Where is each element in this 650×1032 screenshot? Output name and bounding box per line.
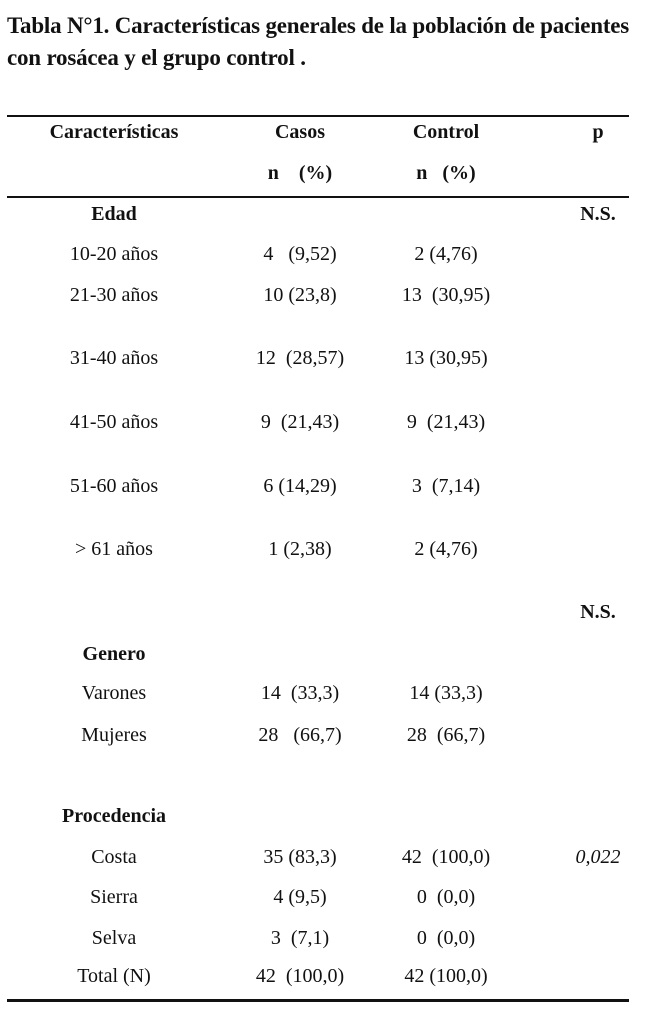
row-control: 2 (4,76): [414, 243, 478, 265]
row-cases: 1 (2,38): [268, 538, 332, 560]
row-label: Selva: [91, 927, 137, 949]
row-label-total: Total (N): [77, 965, 151, 987]
row-control: 14 (33,3): [409, 682, 483, 704]
header-characteristics: Características: [49, 121, 179, 143]
row-cases: 28 (66,7): [258, 724, 342, 746]
row-label: 51-60 años: [69, 475, 159, 497]
row-cases: 4 (9,5): [273, 886, 327, 908]
row-label: 21-30 años: [69, 284, 159, 306]
row-control: 42 (100,0): [401, 846, 491, 868]
row-control: 3 (7,14): [411, 475, 481, 497]
procedencia-p-value: 0,022: [575, 846, 621, 868]
row-label: Sierra: [90, 886, 138, 908]
section-procedencia: Procedencia: [61, 805, 167, 827]
header-cases-sub: n (%): [267, 162, 333, 184]
row-control: 13 (30,95): [404, 347, 488, 369]
row-cases: 9 (21,43): [260, 411, 340, 433]
row-label: 10-20 años: [69, 243, 159, 265]
header-control-sub: n (%): [416, 162, 476, 184]
row-label: 41-50 años: [69, 411, 159, 433]
section-genero: Genero: [82, 643, 146, 665]
header-p: p: [592, 121, 604, 143]
row-cases: 6 (14,29): [263, 475, 337, 497]
row-control: 9 (21,43): [406, 411, 486, 433]
row-cases: 10 (23,8): [263, 284, 337, 306]
row-cases: 4 (9,52): [263, 243, 337, 265]
row-control: 2 (4,76): [414, 538, 478, 560]
row-label: > 61 años: [75, 538, 153, 560]
top-rule: [7, 115, 629, 117]
row-control-total: 42 (100,0): [404, 965, 488, 987]
row-label: Varones: [81, 682, 147, 704]
row-control: 28 (66,7): [406, 724, 486, 746]
row-control: 0 (0,0): [416, 927, 476, 949]
row-cases-total: 42 (100,0): [255, 965, 345, 987]
row-label: 31-40 años: [69, 347, 159, 369]
header-control: Control: [412, 121, 480, 143]
row-label: Mujeres: [81, 724, 147, 746]
table-caption: Tabla N°1. Características generales de la población de pacientes con rosácea y el grupo control .: [7, 13, 630, 70]
section-edad: Edad: [91, 203, 137, 225]
row-control: 13 (30,95): [401, 284, 491, 306]
header-rule: [7, 196, 629, 198]
row-cases: 35 (83,3): [263, 846, 337, 868]
genero-p-value: N.S.: [580, 601, 616, 623]
row-cases: 14 (33,3): [260, 682, 340, 704]
header-cases: Casos: [274, 121, 326, 143]
row-cases: 3 (7,1): [270, 927, 330, 949]
bottom-rule: [7, 999, 629, 1002]
row-label: Costa: [91, 846, 137, 868]
row-control: 0 (0,0): [416, 886, 476, 908]
row-cases: 12 (28,57): [255, 347, 345, 369]
edad-p-value: N.S.: [580, 203, 616, 225]
